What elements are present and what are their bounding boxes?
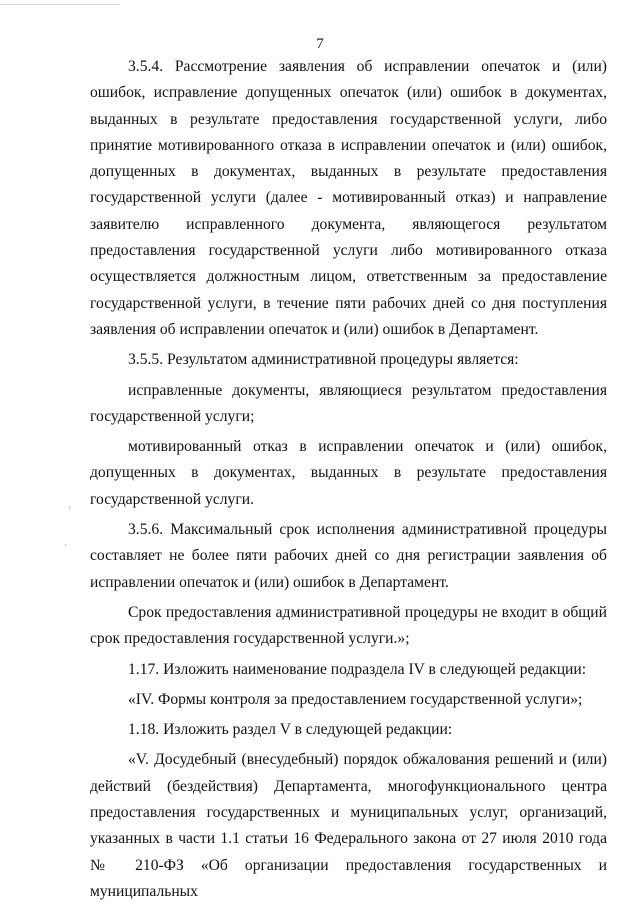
scan-speck: · bbox=[64, 540, 67, 550]
paragraph-1-17: 1.17. Изложить наименование подраздела IV в следующей редакции: bbox=[128, 660, 587, 678]
paragraph-3-5-4: 3.5.4. Рассмотрение заявления об исправлении опечаток и (или) ошибок, исправление допущенных опечаток (или) ошибок в документах, выданных в результате предоставления государственной услуги, либо принятие мотивированного отказа в исправлении опечаток и (или) ошибок, допущенных в документах, выданных в результате предоставления государственной услуги (далее - мотивированный отказ) и направление заявителю исправленного документа, являющегося результатом предоставления государственной услуги либо мотивированного отказа осуществляется должностным лицом, ответственным за предоставление государственной услуги, в течение пяти рабочих дней со дня поступления заявления об исправлении опечаток и (или) ошибок в Департамент. bbox=[90, 58, 607, 338]
paragraph-3-5-6: 3.5.6. Максимальный срок исполнения административной процедуры составляет не более пяти рабочих дней со дня регистрации заявления об исправлении опечаток и (или) ошибок в Департамент. bbox=[90, 521, 607, 591]
document-body bbox=[90, 54, 607, 905]
paragraph-term-note: Срок предоставления административной процедуры не входит в общий срок предоставления государственной услуги.»; bbox=[90, 603, 607, 648]
paragraph-3-5-5: 3.5.5. Результатом административной процедуры является: bbox=[128, 351, 519, 369]
page-number: 7 bbox=[316, 36, 324, 52]
section-iv-title: «IV. Формы контроля за предоставлением государственной услуги»; bbox=[128, 690, 583, 708]
section-v-title: «V. Досудебный (внесудебный) порядок обжалования решений и (или) действий (бездействия) Департамента, многофункционального центра предоставления государственных и муниципальных услуг, организаций, указанных в части 1.1 статьи 16 Федерального закона от 27 июля 2010 года № 210-ФЗ «Об организации предоставления государственных и муниципальных bbox=[90, 751, 607, 900]
scan-edge-line bbox=[0, 4, 120, 5]
list-item-motivated-refusal: мотивированный отказ в исправлении опечаток и (или) ошибок, допущенных в документах, выданных в результате предоставления государственной услуги. bbox=[90, 438, 607, 508]
paragraph-1-18: 1.18. Изложить раздел V в следующей редакции: bbox=[128, 721, 453, 739]
scan-speck: ' bbox=[69, 505, 71, 515]
list-item-corrected-documents: исправленные документы, являющиеся результатом предоставления государственной услуги; bbox=[90, 381, 607, 425]
